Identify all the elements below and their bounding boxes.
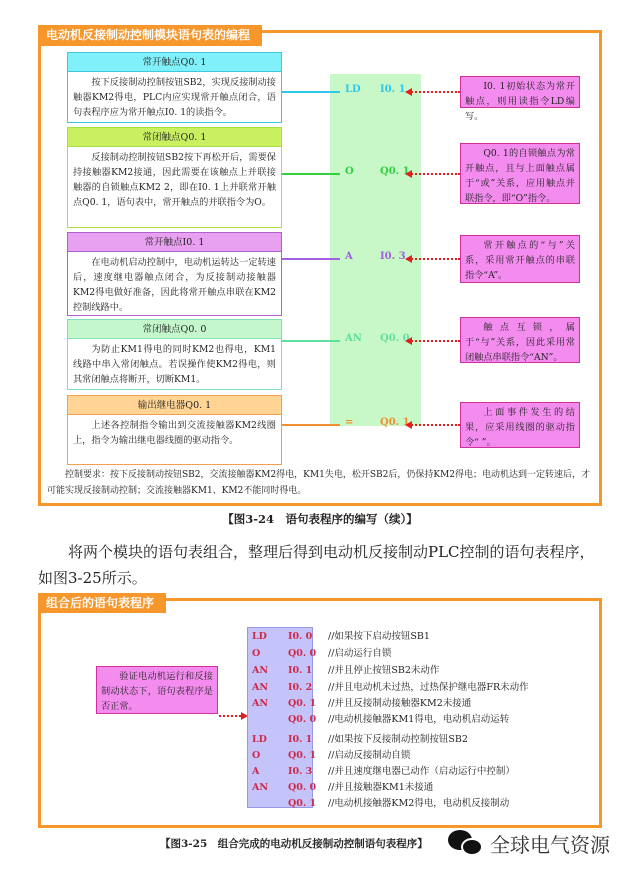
wechat-icon [448, 830, 488, 856]
connector-line [282, 424, 340, 426]
program-comment: //电动机接触器KM1得电，电动机启动运转 [328, 714, 510, 725]
instruction-op: = [345, 417, 354, 428]
contact-box-body: 反接制动控制按钮SB2按下再松开后，需要保持接触器KM2接通，因此需要在该触点上并联接触器的自锁触点KM2 2，即在I0. 1上并联常开触点Q0. 1，语句表中，常开触点的并联指令为O。 [73, 152, 276, 208]
contact-box [67, 395, 282, 465]
explanation-callout: 触点互锁，属于“与”关系，因此采用常闭触点串联指令“AN”。 [460, 317, 580, 363]
instruction-column [330, 74, 421, 426]
program-comment: //并且电动机未过热，过热保护继电器FR未动作 [328, 682, 529, 693]
figure-caption-3-24: 【图3-24 语句表程序的编写（续）】 [222, 512, 418, 526]
program-line [0, 663, 640, 679]
program-op: O [252, 750, 261, 761]
body-paragraph: 将两个模块的语句表组合，整理后得到电动机反接制动PLC控制的语句表程序，如图3-25所示。 [38, 543, 595, 587]
program-op: A [252, 766, 260, 777]
contact-box-body: 按下反接制动控制按钮SB2，实现反接制动接触器KM2得电，PLC内应实现常开触点闭合，语句表程序应为常开触点I0. 1的读指令。 [73, 77, 276, 118]
panel2-callout: 验证电动机运行和反接制动状态下，语句表程序是否正常。 [96, 666, 218, 714]
connector-line [282, 340, 340, 342]
program-operand: Q0. 1 [288, 750, 317, 761]
program-line [0, 780, 640, 796]
instruction-op: A [345, 251, 353, 262]
program-op: O [252, 648, 261, 659]
program-line [0, 696, 640, 712]
control-requirement: 控制要求：按下反接制动按钮SB2，交流接触器KM2得电，KM1失电，松开SB2后，仍保持KM2得电；电动机达到一定转速后，才可能实现反接制动控制；交流接触器KM1、KM2不能同时得电。 [47, 470, 591, 496]
instruction-op: O [345, 166, 354, 177]
program-operand: Q0. 0 [288, 648, 317, 659]
program-comment: //并且反接制动接触器KM2未接通 [328, 698, 472, 709]
callout-arrow [408, 258, 460, 260]
watermark-text: 全球电气资源 [490, 833, 610, 857]
program-op: AN [252, 682, 269, 693]
contact-box-header: 输出继电器Q0. 1 [68, 396, 281, 415]
program-operand: I0. 1 [288, 665, 313, 676]
program-op: AN [252, 665, 269, 676]
callout-arrow [408, 340, 460, 342]
program-line [0, 796, 640, 812]
program-line [0, 680, 640, 696]
contact-box-body: 上述各控制指令输出到交流接触器KM2线圈上，指令为输出继电器线圈的驱动指令。 [73, 420, 276, 446]
connector-line [282, 258, 340, 260]
contact-box-header: 常开触点I0. 1 [68, 233, 281, 252]
program-operand: I0. 3 [288, 766, 313, 777]
program-comment: //启动运行自锁 [328, 648, 392, 659]
contact-box [67, 319, 282, 390]
program-comment: //如果按下启动按钮SB1 [328, 631, 430, 642]
callout-arrow [408, 424, 460, 426]
panel1-title: 电动机反接制动控制模块语句表的编程 [38, 25, 262, 46]
panel2-title: 组合后的语句表程序 [38, 593, 166, 613]
program-line [0, 712, 640, 728]
program-operand: I0. 0 [288, 631, 313, 642]
instruction-op: AN [345, 333, 362, 344]
explanation-callout: I0. 1初始状态为常开触点，则用读指令LD编写。 [460, 76, 580, 108]
contact-box [67, 232, 282, 316]
program-line [0, 646, 640, 662]
program-operand: Q0. 1 [288, 698, 317, 709]
instruction-operand: I0. 3 [380, 251, 406, 262]
program-operand: Q0. 1 [288, 798, 317, 809]
program-op: AN [252, 698, 269, 709]
contact-box-body: 在电动机启动控制中，电动机运转达一定转速后，速度继电器触点闭合，为反接制动接触器KM2得电做好准备，因此将常开触点串联在KM2控制线路中。 [73, 257, 276, 313]
instruction-operand: Q0. 1 [380, 417, 410, 428]
explanation-callout: Q0. 1的自锁触点为常开触点，且与上面触点属于“或”关系，应用触点并联指令，即“O”指令。 [460, 143, 580, 204]
instruction-op: LD [345, 84, 361, 95]
program-comment: //如果按下反接制动控制按钮SB2 [328, 734, 468, 745]
program-comment: //启动反接制动自锁 [328, 750, 411, 761]
program-operand: Q0. 0 [288, 714, 317, 725]
contact-box-header: 常开触点Q0. 1 [68, 53, 281, 72]
program-line [0, 732, 640, 748]
contact-box [67, 127, 282, 228]
program-comment: //并且接触器KM1未接通 [328, 782, 434, 793]
program-line [0, 764, 640, 780]
callout-arrow [408, 173, 460, 175]
explanation-callout: 常开触点的“与”关系，采用常开触点的串联指令“A”。 [460, 235, 580, 283]
connector-line [282, 173, 340, 175]
program-operand: I0. 1 [288, 734, 313, 745]
contact-box-header: 常闭触点Q0. 0 [68, 320, 281, 339]
instruction-operand: Q0. 0 [380, 333, 410, 344]
program-op: LD [252, 631, 267, 642]
contact-box-body: 为防止KM1得电的同时KM2也得电，KM1线路中串入常闭触点。若误操作使KM2得电，则其常闭触点将断开，切断KM1。 [73, 344, 276, 385]
program-line [0, 629, 640, 645]
program-comment: //并且停止按钮SB2未动作 [328, 665, 440, 676]
program-op: AN [252, 782, 269, 793]
instruction-operand: Q0. 1 [380, 166, 410, 177]
connector-line [282, 91, 340, 93]
callout-arrow [408, 91, 460, 93]
program-comment: //并且速度继电器已动作（启动运行中控制） [328, 766, 515, 777]
program-operand: Q0. 0 [288, 782, 317, 793]
contact-box [67, 52, 282, 123]
figure-caption-3-25: 【图3-25 组合完成的电动机反接制动控制语句表程序】 [160, 838, 428, 850]
program-op: LD [252, 734, 267, 745]
program-comment: //电动机接触器KM2得电，电动机反接制动 [328, 798, 510, 809]
program-line [0, 748, 640, 764]
program-operand: I0. 2 [288, 682, 313, 693]
explanation-callout: 上面事件发生的结果，应采用线圈的驱动指令“ ”。 [460, 402, 580, 448]
contact-box-header: 常闭触点Q0. 1 [68, 128, 281, 147]
instruction-operand: I0. 1 [380, 84, 406, 95]
